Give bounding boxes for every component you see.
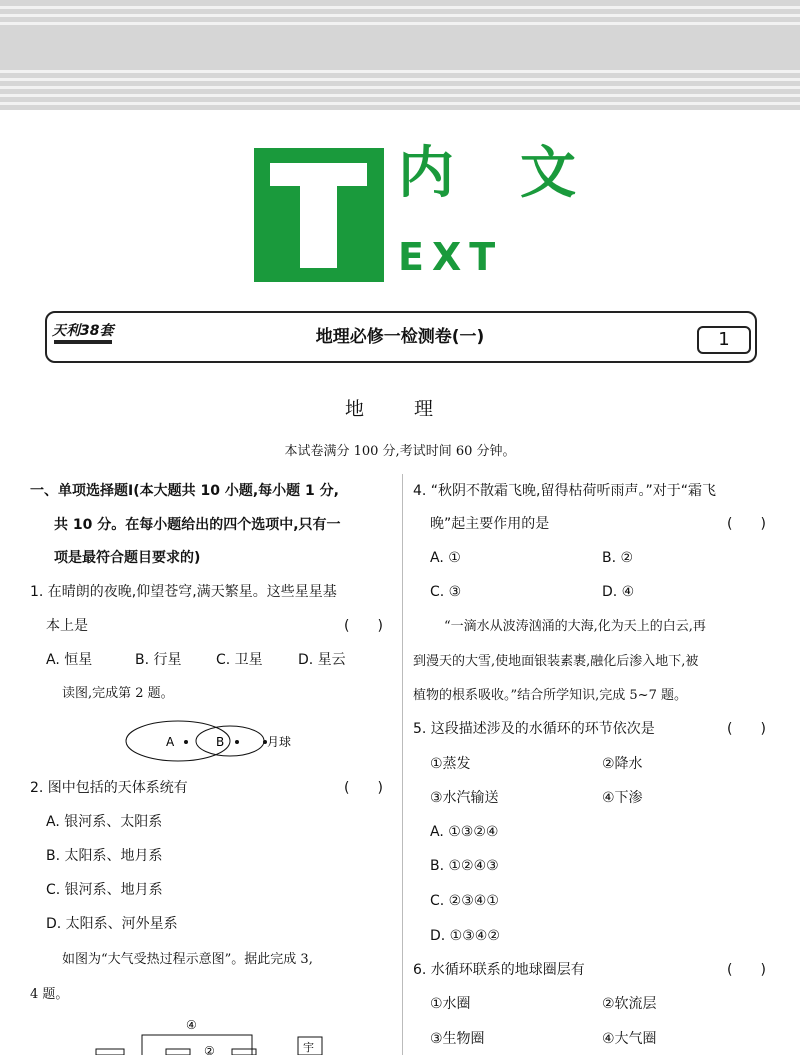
- banner-stripe: [0, 6, 800, 9]
- question-2-stem: 2. 图中包括的天体系统有: [30, 780, 188, 796]
- q4-option-a: A. ①: [430, 550, 461, 566]
- diagram-bracket: [142, 1035, 252, 1055]
- top-banner: [0, 0, 800, 110]
- logo-t-stem: [300, 163, 337, 268]
- question-1-stem: 本上是: [46, 618, 88, 634]
- answer-blank: ( ): [344, 618, 383, 634]
- logo-cn-1: 内: [398, 141, 454, 206]
- banner-stripe: [0, 94, 800, 97]
- exam-title: 地理必修一检测卷(一): [315, 327, 485, 347]
- diagram-box: [166, 1049, 190, 1055]
- section-heading: 共 10 分。在每小题给出的四个选项中,只有一: [54, 517, 341, 533]
- label-b: B: [216, 735, 225, 749]
- q5-item-1: ①蒸发: [430, 756, 471, 772]
- q5-option-b: B. ①②④③: [430, 858, 499, 874]
- point-a: [184, 740, 188, 744]
- q2-option-a: A. 银河系、太阳系: [46, 814, 163, 830]
- brand-underline: [54, 340, 112, 344]
- banner-stripe: [0, 14, 800, 17]
- q2-option-d: D. 太阳系、河外星系: [46, 916, 178, 932]
- question-5-stem: 5. 这段描述涉及的水循环的环节依次是: [413, 721, 655, 737]
- label-moon: 月球: [267, 735, 292, 749]
- question-6-stem: 6. 水循环联系的地球圈层有: [413, 962, 585, 978]
- reading-passage: 植物的根系吸收。”结合所学知识,完成 5~7 题。: [413, 688, 687, 703]
- diagram-label-2: ②: [204, 1044, 215, 1055]
- q2-option-b: B. 太阳系、地月系: [46, 848, 163, 864]
- column-divider: [402, 474, 403, 1055]
- reading-passage: “一滴水从波涛汹涌的大海,化为天上的白云,再: [444, 619, 706, 634]
- q1-option-c: C. 卫星: [216, 652, 263, 668]
- q6-item-4: ④大气圈: [602, 1031, 657, 1047]
- question-4-stem: 4. “秋阴不散霜飞晚,留得枯荷听雨声。”对于“霜飞: [413, 483, 717, 499]
- reading-prompt: 4 题。: [30, 987, 69, 1002]
- q4-option-c: C. ③: [430, 584, 462, 600]
- question-4-stem: 晚”起主要作用的是: [430, 516, 550, 532]
- q1-option-b: B. 行星: [135, 652, 182, 668]
- q5-item-3: ③水汽输送: [430, 790, 499, 806]
- paper-number: 1: [697, 326, 751, 354]
- q4-option-b: B. ②: [602, 550, 634, 566]
- section-heading: 项是最符合题目要求的): [54, 550, 201, 566]
- banner-stripe: [0, 86, 800, 89]
- section-heading: 一、单项选择题Ⅰ(本大题共 10 小题,每小题 1 分,: [30, 483, 339, 499]
- diagram-box: [96, 1049, 124, 1055]
- banner-stripe: [0, 78, 800, 81]
- atmosphere-heating-diagram: [90, 1015, 330, 1055]
- q6-item-2: ②软流层: [602, 996, 657, 1012]
- q5-option-a: A. ①③②④: [430, 824, 499, 840]
- q5-item-4: ④下渗: [602, 790, 643, 806]
- q1-option-a: A. 恒星: [46, 652, 93, 668]
- point-b: [235, 740, 239, 744]
- reading-prompt: 如图为“大气受热过程示意图”。据此完成 3,: [62, 952, 313, 967]
- answer-blank: ( ): [344, 780, 383, 796]
- earth-moon-system-diagram: [120, 717, 320, 767]
- subject-heading: 地 理: [344, 398, 456, 420]
- diagram-label-4: ④: [186, 1018, 197, 1032]
- answer-blank: ( ): [727, 721, 766, 737]
- reading-passage: 到漫天的大雪,使地面银装素裹,融化后渗入地下,被: [413, 654, 699, 669]
- q5-option-d: D. ①③④②: [430, 928, 500, 944]
- brand-logo: 天利38套: [52, 323, 114, 339]
- answer-blank: ( ): [727, 962, 766, 978]
- q4-option-d: D. ④: [602, 584, 635, 600]
- answer-blank: ( ): [727, 516, 766, 532]
- q5-item-2: ②降水: [602, 756, 643, 772]
- banner-stripe: [0, 70, 800, 73]
- logo-cn-2: 文: [520, 141, 576, 206]
- q5-option-c: C. ②③④①: [430, 893, 499, 909]
- q6-item-3: ③生物圈: [430, 1031, 485, 1047]
- reading-prompt: 读图,完成第 2 题。: [62, 686, 174, 701]
- q2-option-c: C. 银河系、地月系: [46, 882, 163, 898]
- exam-notice: 本试卷满分 100 分,考试时间 60 分钟。: [284, 444, 516, 459]
- question-1-stem: 1. 在晴朗的夜晚,仰望苍穹,满天繁星。这些星星基: [30, 584, 337, 600]
- outer-orbit-ellipse: [126, 721, 230, 761]
- banner-stripe: [0, 102, 800, 105]
- label-a: A: [166, 735, 175, 749]
- diagram-label-side: 宇: [303, 1041, 314, 1054]
- q1-option-d: D. 星云: [298, 652, 346, 668]
- logo-en: EXT: [398, 235, 504, 279]
- banner-stripe: [0, 22, 800, 25]
- q6-item-1: ①水圈: [430, 996, 471, 1012]
